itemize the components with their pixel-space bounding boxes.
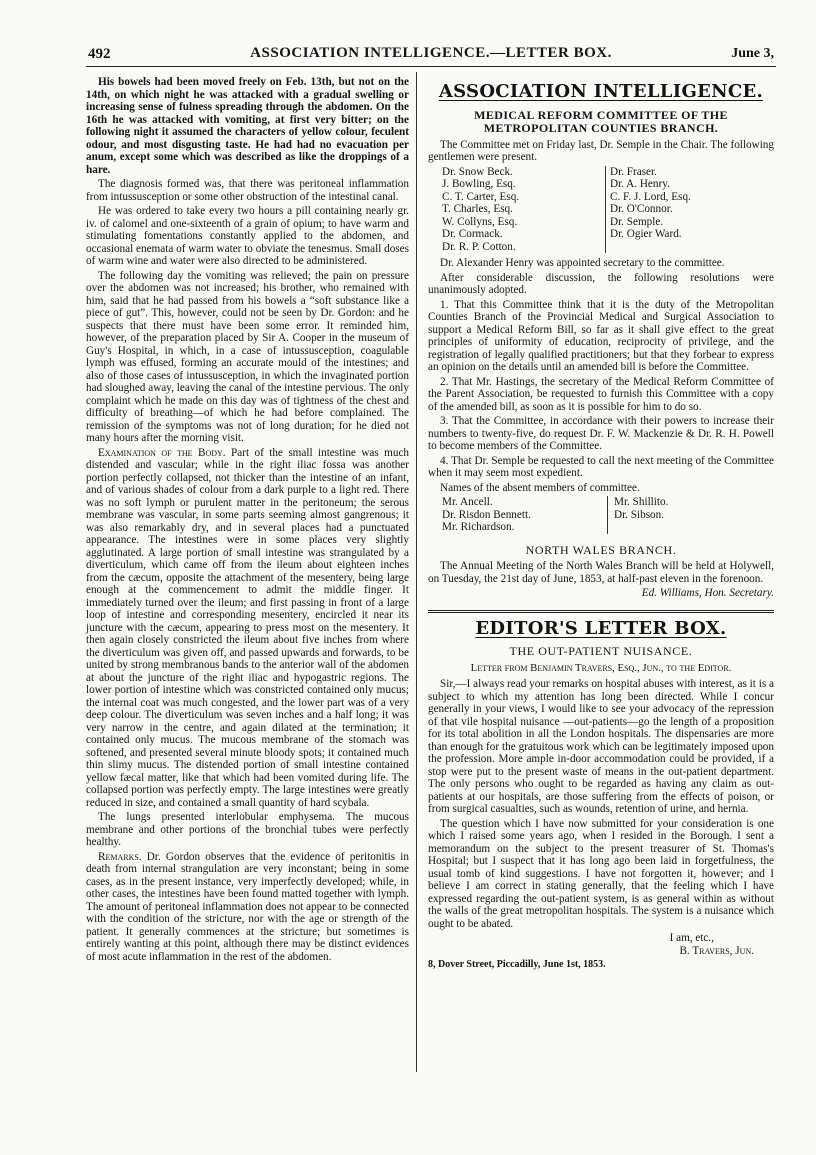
member-name: C. T. Carter, Esq. xyxy=(442,190,520,203)
letter-box-heading: EDITOR'S LETTER BOX. xyxy=(475,617,727,639)
letter-closing: I am, etc., xyxy=(669,932,714,944)
letter-attribution: Letter from Benjamin Travers, Esq., Jun., to the Editor. xyxy=(470,661,732,674)
member-name: Dr. Ogier Ward. xyxy=(610,228,682,240)
member-name: Dr. Sibson. xyxy=(614,508,665,521)
remarks-paragraph xyxy=(86,851,409,964)
association-intelligence-heading: ASSOCIATION INTELLIGENCE. xyxy=(438,81,764,102)
member-name: Dr. Cormack. xyxy=(442,228,503,240)
examination-text: Part of the small intestine was much distended and vascular; while in the right iliac fossa was another portion perfectly collapsed, not thicker than the intestine of an infant, and of various shades of colour from a dark purple to a light red. There was no soft lymph or purulent matter in the peritoneum; the serous membrane was vascular, in some parts seeming almost gangrenous; it was also remarkably dry, and in several places had a punctuated appearance. The intestines were in some places very slightly agglutinated. A large portion of small intestine was strangulated by a diverticulum, which came off from the ileum about eighteen inches from the cæcum, opposite the attachment of the mesentery, being large enough at the commencement to admit the middle finger. It immediately turned over the ileum; and first passing in front of a large loop of intestine and corresponding mesentery, encircled it near its juncture with the cæcum, appearing to press most on the mesentery. It then again closely constricted the ileum about five inches from where the diverticulum was given off, and passed upwards and forwards, to be united by strong membranous bands to the anterior wall of the abdomen at about the juncture of the right iliac and hypogastric regions. The lower portion of intestine which was constricted contained only mucus; the internal coat was much congested, and the lower part was of a very deep colour. The diverticulum was seven inches and a half long; it was very narrow in the centre, and again dilated at the termination; it contained only mucus. The mucous membrane of the stomach was softened, and presented several minute bloody spots; it contained much thin slimy mucus. The distended portion of small intestine contained yellow fæcal matter, like that which had been vomited during life. The collapsed portion was perfectly empty. The large intestines were greatly reduced in size, and contained a small quantity of hard scybala. xyxy=(86,446,410,809)
secretary-appointment: Dr. Alexander Henry was appointed secretary to the committee. xyxy=(440,257,725,269)
case-paragraph-3: He was ordered to take every two hours a pill containing nearly gr. iv. of calomel and one-sixteenth of a grain of opium; to have warm and stimulating fomentations constantly applied to the abdomen, and occasional enemata of warm water to obviate the tenesmus. Small doses of warm wine and water were also directed to be administered. xyxy=(86,205,409,267)
absent-intro: Names of the absent members of committee. xyxy=(440,481,640,494)
resolution-3: 3. That the Committee, in accordance with their powers to increase their numbers to twenty-five, do request Dr. F. W. Mackenzie & Dr. R. H. Powell to become members of the Committee. xyxy=(428,415,774,452)
north-wales-heading: NORTH WALES BRANCH. xyxy=(525,542,677,557)
member-name: Dr. A. Henry. xyxy=(610,178,670,190)
section-divider xyxy=(428,610,774,613)
member-name: Mr. Richardson. xyxy=(442,521,515,533)
member-name: J. Bowling, Esq. xyxy=(442,178,516,190)
running-header xyxy=(86,40,776,67)
right-column xyxy=(428,76,774,972)
letter-signature: B. Travers, Jun. xyxy=(679,944,754,957)
member-name: Mr. Shillito. xyxy=(614,496,669,508)
north-wales-signature: Ed. Williams, Hon. Secretary. xyxy=(641,587,774,599)
member-name: Mr. Ancell. xyxy=(442,496,493,508)
running-title: ASSOCIATION INTELLIGENCE.—LETTER BOX. xyxy=(250,45,612,61)
letter-paragraph-1: Sir,—I always read your remarks on hospital abuses with interest, as it is a subject to which my attention has long been directed. While I concur generally in your views, I would like to see your advocacy of the repression of that vile hospital nuisance —out-patients—go the length of a proposition for its total abolition in all the London hospitals. The dispensaries are more than enough for the gratuitous work which can be legitimately imposed upon the profession. More ample in-door accommodation could be provided, if a stop were put to the present waste of means in the out-patient department. The only persons who ought to be regarded as having any claim as out-patients at our hospitals, are those suffering from the effects of poison, or from surgical casualties, such as wounds, retention of urine, and hernia. xyxy=(428,678,774,815)
member-name: W. Collyns, Esq. xyxy=(442,215,518,228)
member-name: Dr. Semple. xyxy=(610,215,664,228)
member-name: C. F. J. Lord, Esq. xyxy=(610,190,691,203)
examination-paragraph xyxy=(86,447,409,810)
column-divider xyxy=(416,72,417,1072)
remarks-text: Dr. Gordon observes that the evidence of peritonitis in death from internal strangulation are very inconstant; being in some cases, as in the present instance, very imperfectly developed; while, in other cases, the intestines have been found matted together with lymph. The amount of peritoneal inflammation does not appear to be connected with the condition of the stricture, nor with the age or strength of the patient. It generally commences at the stricture; but sometimes is entirely wanting at this point, although there may be distinct evidences of most acute inflammation in the rest of the abdomen. xyxy=(86,850,409,963)
examination-heading: Examination of the Body. xyxy=(98,446,226,459)
member-name: Dr. Fraser. xyxy=(610,165,657,178)
letter-paragraph-2: The question which I have now submitted for your consideration is one which I raised some years ago, when I resided in the Borough. I sent a memorandum on the subject to the present treasurer of St. Thomas's Hospital; but I suspect that it has long ago been laid in forgetfulness, the usual tomb of kind suggestions. I have not forgotten it, however; and I believe I am correct in stating generally, that the feeling which I have expressed regarding the out-patient system, is as general within as without the walls of the great metropolitan hospitals. The system is a nuisance which ought to be abated. xyxy=(428,817,774,930)
page-number: 492 xyxy=(88,46,111,62)
north-wales-notice: The Annual Meeting of the North Wales Branch will be held at Holywell, on Tuesday, the 21st day of June, 1853, at half-past eleven in the forenoon. xyxy=(428,560,774,585)
discussion-note: After considerable discussion, the following resolutions were unanimously adopted. xyxy=(428,271,774,296)
absent-members-list xyxy=(438,496,774,534)
resolution-2: 2. That Mr. Hastings, the secretary of the Medical Reform Committee of the Parent Association, be requested to furnish this Committee with a copy of the amended bill, as soon as it is possible for him to do so. xyxy=(428,375,774,413)
case-paragraph-2: The diagnosis formed was, that there was peritoneal inflammation from intussusception or some other obstruction of the intestinal canal. xyxy=(86,178,409,203)
resolution-4: 4. That Dr. Semple be requested to call the next meeting of the Committee when it may seem most expedient. xyxy=(428,454,774,479)
member-name: Dr. R. P. Cotton. xyxy=(442,240,516,253)
remarks-heading: Remarks. xyxy=(98,850,142,863)
committee-intro: The Committee met on Friday last, Dr. Semple in the Chair. The following gentlemen were present. xyxy=(428,138,774,163)
letter-dateline: 8, Dover Street, Piccadilly, June 1st, 1853. xyxy=(428,959,606,970)
member-name: T. Charles, Esq. xyxy=(442,203,513,215)
letter-title: THE OUT-PATIENT NUISANCE. xyxy=(509,644,693,658)
lungs-paragraph: The lungs presented interlobular emphysema. The mucous membrane and other portions of the bronchial tubes were perfectly healthy. xyxy=(86,811,409,848)
resolution-1: 1. That this Committee think that it is the duty of the Metropolitan Counties Branch of the Provincial Medical and Surgical Association to support a Medical Reform Bill, so far as it shall give effect to the great principles of uniformity of education, reciprocity of privilege, and the registration of legally qualified practitioners; but that they forbear to express an opinion on the details until an amended bill is before the Committee. xyxy=(428,298,774,373)
case-paragraph-4: The following day the vomiting was relieved; the pain on pressure over the abdomen was not increased; his brother, who remained with him, said that he had passed from his bowels a “soft substance like a piece of gut”. This, however, could not be seen by Dr. Gordon: and he suspects that there must have been some error. It reminded him, however, of the preparation placed by Sir A. Cooper in the museum of Guy's Hospital, in which, in a case of intussusception, coagulable lymph was effused, forming an accurate mould of the intestines; and also of those cases of intussusception, in which the invaginated portion had sloughed away, leaving the canal of the intestine pervious. The only complaint which he made on this day was of tightness of the chest and difficulty of breathing—of which he had before complained. The remission of the symptoms was not of long duration; for he died not many hours after the morning visit. xyxy=(86,269,409,444)
issue-date: June 3, xyxy=(731,46,774,61)
member-name: Dr. O'Connor. xyxy=(610,203,673,215)
committee-heading: MEDICAL REFORM COMMITTEE OF THE METROPOLITAN COUNTIES BRANCH. xyxy=(474,107,728,135)
member-name: Dr. Snow Beck. xyxy=(442,165,513,178)
member-name: Dr. Risdon Bennett. xyxy=(442,508,531,521)
left-column xyxy=(86,76,409,965)
case-paragraph-1: His bowels had been moved freely on Feb. 13th, but not on the 14th, on which night he was attacked with a gradual swelling or increasing sense of fulness spreading through the abdomen. On the 16th he was attacked with vomiting, at first very bitter; on the following night it assumed the characters of yellow colour, feculent odour, and most disgusting taste. He had had no evacuation per anum, except some which was described as like the droppings of a hare. xyxy=(86,76,409,176)
present-members-list xyxy=(438,166,774,254)
